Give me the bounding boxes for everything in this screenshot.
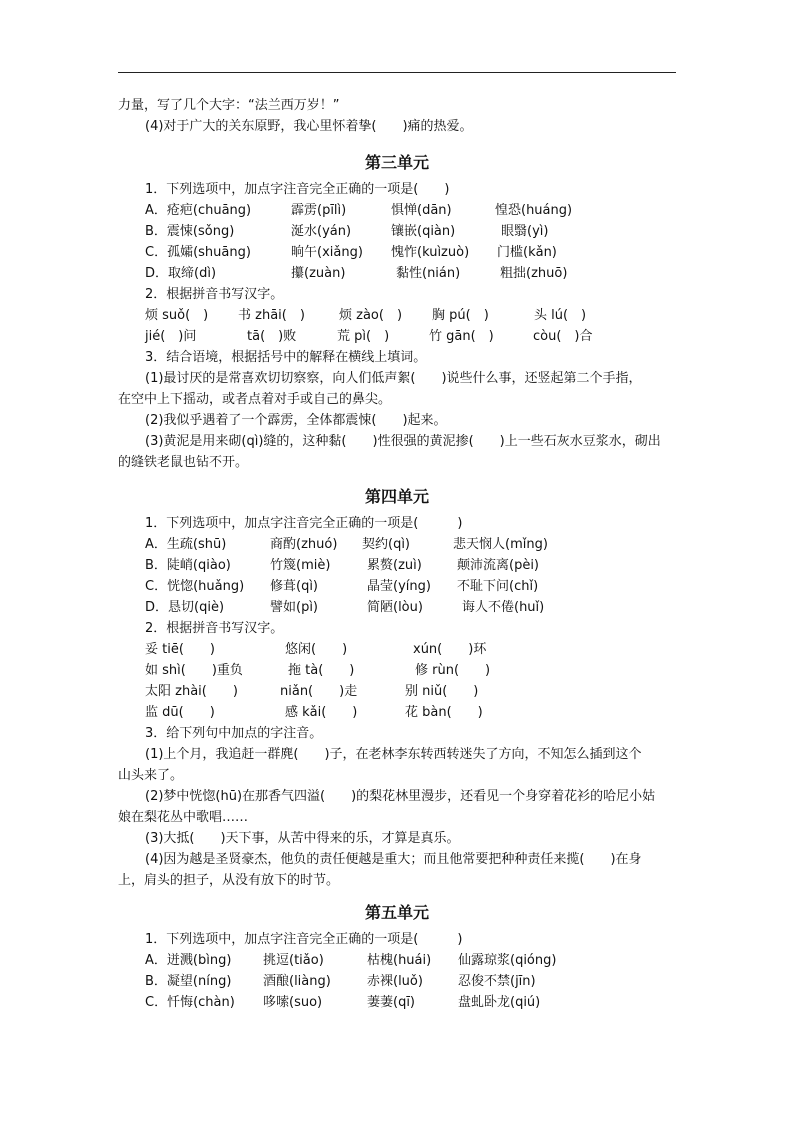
- pinyin-item: 监 dū( ): [145, 705, 215, 720]
- header-rule: [118, 72, 676, 73]
- question-3: 3．结合语境，根据括号中的解释在横线上填词。: [145, 350, 427, 365]
- option-item: 攥(zuàn): [291, 266, 346, 281]
- option-item: B．陡峭(qiào): [145, 558, 231, 573]
- option-item: 涎水(yán): [291, 224, 352, 239]
- text-line: 的缝铁老鼠也钻不开。: [118, 455, 249, 470]
- text-line: 山头来了。: [118, 768, 184, 783]
- pinyin-item: 书 zhāi( ): [238, 308, 305, 323]
- question-1: 1．下列选项中，加点字注音完全正确的一项是( ): [145, 182, 450, 197]
- pinyin-item: 荒 pì( ): [337, 329, 390, 344]
- text-line: (1)上个月，我追赶一群麂( )子，在老林李东转西转迷失了方向，不知怎么插到这个: [145, 747, 642, 762]
- option-item: 商酌(zhuó): [270, 537, 338, 552]
- option-item: A．疮疤(chuāng): [145, 203, 252, 218]
- question-1: 1．下列选项中，加点字注音完全正确的一项是( ): [145, 932, 463, 947]
- option-item: 简陋(lòu): [367, 600, 423, 615]
- option-item: 惧惮(dān): [391, 203, 452, 218]
- option-item: 不耻下问(chǐ): [457, 579, 539, 594]
- option-item: C．恍惚(huǎng): [145, 579, 245, 594]
- question-1: 1．下列选项中，加点字注音完全正确的一项是( ): [145, 516, 463, 531]
- pinyin-item: 烦 suǒ( ): [145, 308, 209, 323]
- option-item: D．取缔(dì): [145, 266, 217, 281]
- option-item: 赤裸(luǒ): [367, 974, 423, 989]
- option-item: 挑逗(tiǎo): [263, 953, 324, 968]
- pinyin-item: 竹 gān( ): [429, 329, 494, 344]
- option-item: A．迸溅(bìng): [145, 953, 232, 968]
- pinyin-item: 拖 tà( ): [288, 663, 355, 678]
- question-2: 2．根据拼音书写汉字。: [145, 621, 284, 636]
- option-item: 黏性(nián): [396, 266, 461, 281]
- option-item: 契约(qì): [362, 537, 411, 552]
- pinyin-item: tā( )败: [247, 329, 297, 344]
- option-item: 竹篾(miè): [270, 558, 331, 573]
- pinyin-item: jié( )问: [145, 329, 197, 344]
- option-item: D．恳切(qiè): [145, 600, 225, 615]
- pinyin-item: 烦 zào( ): [339, 308, 403, 323]
- option-item: 镶嵌(qiàn): [391, 224, 456, 239]
- text-line: 在空中上下摇动，或者点着对手或自己的鼻尖。: [118, 392, 392, 407]
- pinyin-item: 头 lú( ): [534, 308, 587, 323]
- text-line: (4)对于广大的关东原野，我心里怀着挚( )痛的热爱。: [145, 119, 473, 134]
- pinyin-item: 别 niǔ( ): [405, 684, 479, 699]
- option-item: 盘虬卧龙(qiú): [458, 995, 541, 1010]
- option-item: 晌午(xiǎng): [291, 245, 363, 260]
- option-item: 霹雳(pīlì): [291, 203, 347, 218]
- text-line: (3)大抵( )天下事，从苦中得来的乐，才算是真乐。: [145, 831, 460, 846]
- unit-5-title: 第五单元: [364, 903, 429, 922]
- option-item: 枯槐(huái): [367, 953, 432, 968]
- pinyin-item: 妥 tiē( ): [145, 642, 215, 657]
- pinyin-item: 花 bàn( ): [405, 705, 483, 720]
- option-item: 悲天悯人(mǐng): [453, 537, 548, 552]
- option-item: 眼翳(yì): [501, 224, 549, 239]
- option-item: C．孤孀(shuāng): [145, 245, 251, 260]
- option-item: 仙露琼浆(qióng): [458, 953, 557, 968]
- option-item: 忍俊不禁(jīn): [458, 974, 536, 989]
- pinyin-item: 修 rùn( ): [415, 663, 491, 678]
- unit-3-title: 第三单元: [364, 153, 429, 172]
- option-item: 粗拙(zhuō): [500, 266, 568, 281]
- option-item: 诲人不倦(huǐ): [462, 600, 545, 615]
- option-item: 惶恐(huáng): [495, 203, 573, 218]
- text-line: 上，肩头的担子，从没有放下的时节。: [118, 873, 340, 888]
- pinyin-item: 感 kǎi( ): [285, 705, 358, 720]
- text-line: (2)梦中恍惚(hū)在那香气四溢( )的梨花林里漫步，还看见一个身穿着花衫的哈尼小姑: [145, 789, 656, 804]
- question-3: 3．给下列句中加点的字注音。: [145, 726, 323, 741]
- text-line: (3)黄泥是用来砌(qì)缝的，这种黏( )性很强的黄泥掺( )上一些石灰水豆浆水，砌出: [145, 434, 661, 449]
- option-item: A．生疏(shū): [145, 537, 227, 552]
- option-item: 萋萋(qī): [367, 995, 416, 1010]
- option-item: 晶莹(yíng): [367, 579, 431, 594]
- option-item: B．凝望(níng): [145, 974, 232, 989]
- option-item: 累赘(zuì): [367, 558, 422, 573]
- option-item: C．忏悔(chàn): [145, 995, 235, 1010]
- pinyin-item: 如 shì( )重负: [145, 663, 243, 678]
- pinyin-item: còu( )合: [533, 329, 593, 344]
- pinyin-item: xún( )环: [413, 642, 487, 657]
- option-item: 哆嗦(suo): [263, 995, 323, 1010]
- pinyin-item: 胸 pú( ): [432, 308, 489, 323]
- option-item: 愧怍(kuìzuò): [391, 245, 470, 260]
- text-line: 力量，写了几个大字：“法兰西万岁！”: [118, 98, 340, 113]
- option-item: 譬如(pì): [270, 600, 319, 615]
- option-item: 颠沛流离(pèi): [457, 558, 540, 573]
- pinyin-item: niǎn( )走: [280, 684, 358, 699]
- option-item: 酒酿(liàng): [263, 974, 331, 989]
- text-line: (2)我似乎遇着了一个霹雳，全体都震悚( )起来。: [145, 413, 447, 428]
- text-line: (4)因为越是圣贤豪杰，他负的责任便越是重大；而且他常要把种种责任来揽( )在身: [145, 852, 642, 867]
- text-line: (1)最讨厌的是常喜欢切切察察，向人们低声絮( )说些什么事，还竖起第二个手指，: [145, 371, 642, 386]
- option-item: 门槛(kǎn): [497, 245, 557, 260]
- pinyin-item: 太阳 zhài( ): [145, 684, 238, 699]
- question-2: 2．根据拼音书写汉字。: [145, 287, 284, 302]
- option-item: 修葺(qì): [270, 579, 319, 594]
- option-item: B．震悚(sǒng): [145, 224, 235, 239]
- unit-4-title: 第四单元: [364, 487, 429, 506]
- pinyin-item: 悠闲( ): [285, 642, 348, 657]
- text-line: 娘在梨花丛中歌唱……: [118, 810, 249, 825]
